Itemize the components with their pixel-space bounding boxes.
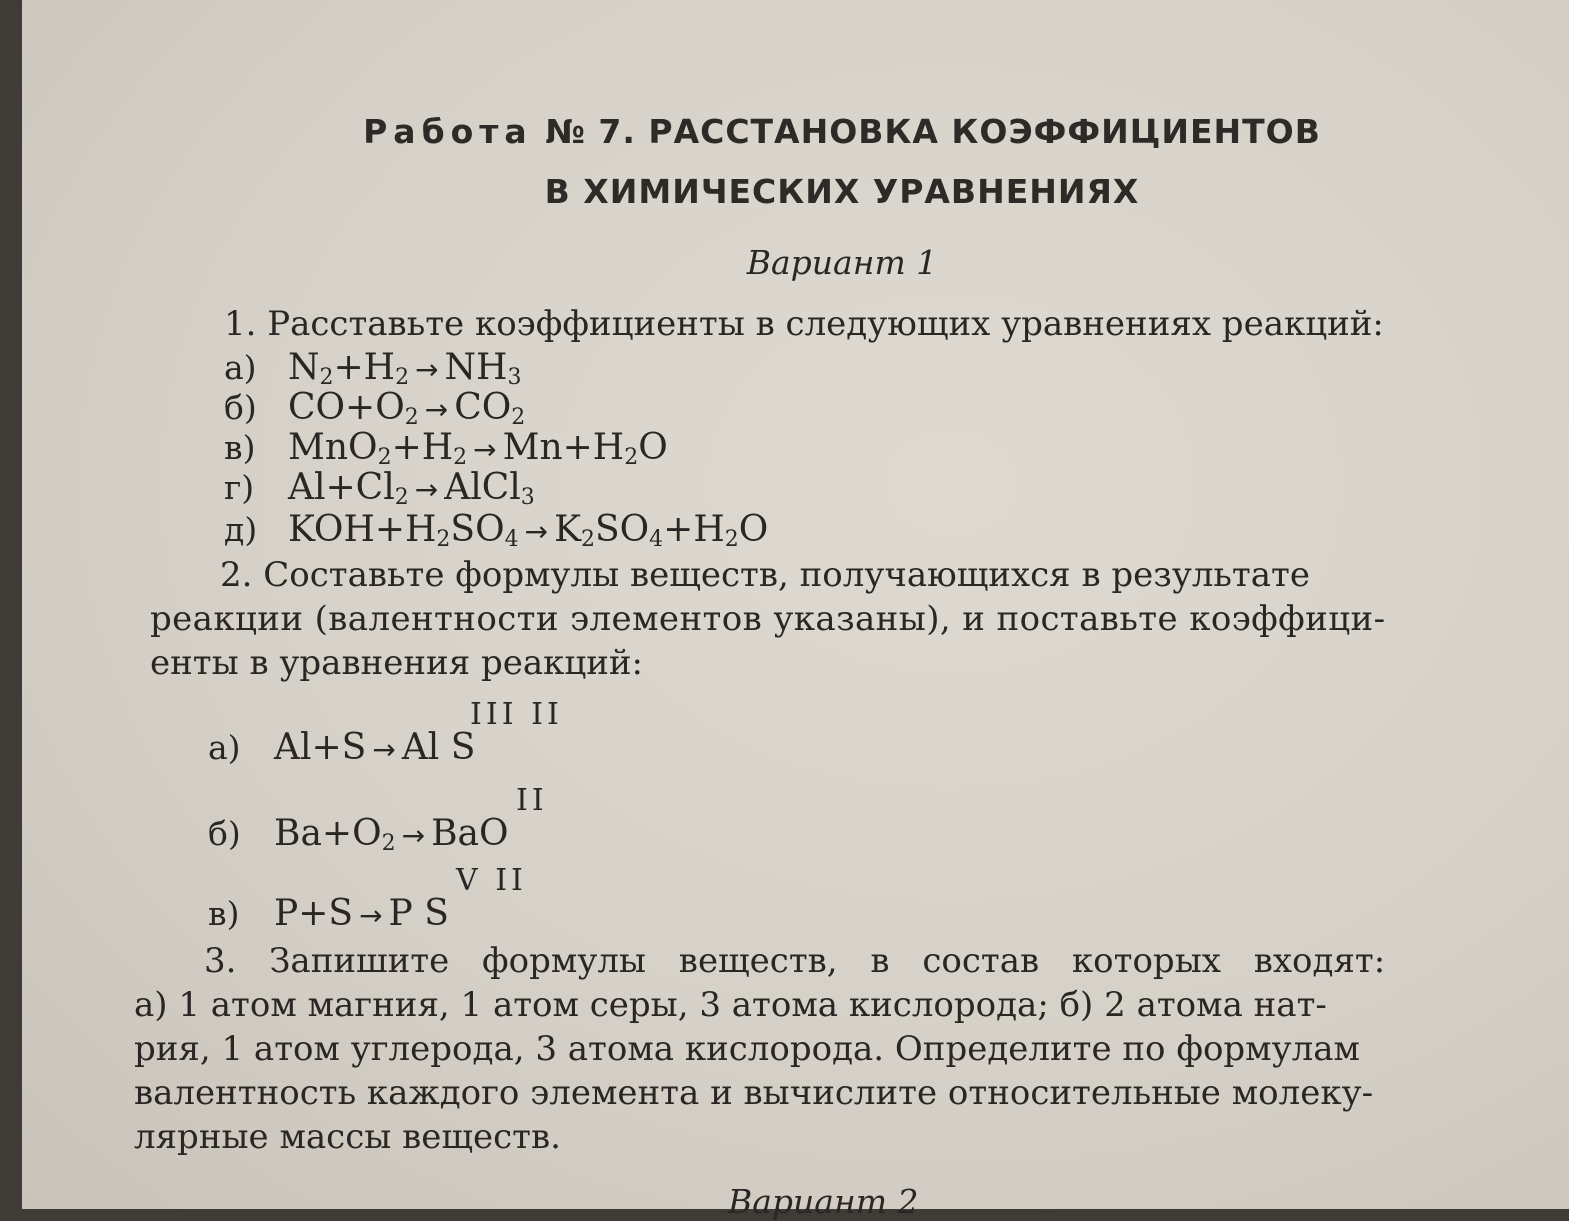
task1-equation-d: д) $KOH+H_2SO_4 \to K_2SO_4+H_2O$ (224, 509, 769, 552)
work-label: Работа (363, 112, 533, 151)
equation-label: г) (224, 468, 255, 507)
task1-equation-a: а) $N_2+H_2 \to NH_3$ (224, 347, 522, 390)
task3-line4: валентность каждого элемента и вычислите относительные молеку- (134, 1073, 1374, 1113)
task3-line2: а) 1 атом магния, 1 атом серы, 3 атома кислорода; б) 2 атома нат- (134, 985, 1327, 1025)
task2-equation-v: в) P+S → P S (208, 893, 449, 934)
work-title-line2: В ХИМИЧЕСКИХ УРАВНЕНИЯХ (544, 172, 1140, 211)
task2-line3: енты в уравнения реакций: (150, 643, 643, 683)
valence-marks-v: V II (456, 863, 527, 898)
valence-marks-a: III II (470, 697, 563, 732)
work-title (22, 112, 1569, 151)
valence-marks-b: II (516, 783, 548, 818)
task2-equation-b: б) $Ba+O_2$ → BaO (208, 813, 509, 856)
task3-line1: 3. Запишите формулы веществ, в состав которых входят: (204, 941, 1386, 981)
textbook-page (22, 0, 1569, 1221)
next-variant-heading: Вариант 2 (728, 1182, 919, 1221)
task2-line2: реакции (валентности элементов указаны), и поставьте коэффици- (150, 599, 1386, 639)
equation-label: б) (208, 814, 241, 853)
task2-equation-a: а) Al+S → Al S (208, 727, 476, 768)
task1-equation-g: г) $Al+Cl_2$ → AlCl$_3$ (224, 467, 535, 510)
equation-label: в) (208, 894, 240, 933)
work-title-text: № 7. РАССТАНОВКА КОЭФФИЦИЕНТОВ (545, 112, 1321, 151)
task1-equation-v: в) $MnO_2+H_2 \to Mn+H_2O$ (224, 427, 668, 470)
task1-prompt: 1. Расставьте коэффициенты в следующих уравнениях реакций: (224, 304, 1384, 344)
equation-label: а) (208, 728, 241, 767)
equation-label: а) (224, 348, 257, 387)
task1-equation-b: б) $CO+O_2 \to CO_2$ (224, 387, 526, 430)
equation-label: в) (224, 428, 256, 467)
variant-heading: Вариант 1 (746, 243, 938, 282)
equation-label: д) (224, 510, 258, 549)
task2-line1-text: 2. Составьте формулы веществ, получающихся в результате (220, 555, 1310, 595)
equation-label: б) (224, 388, 257, 427)
task3-line5: лярные массы веществ. (134, 1117, 561, 1157)
task2-line1 (220, 555, 1470, 595)
task3-line3: рия, 1 атом углерода, 3 атома кислорода. Определите по формулам (134, 1029, 1360, 1069)
